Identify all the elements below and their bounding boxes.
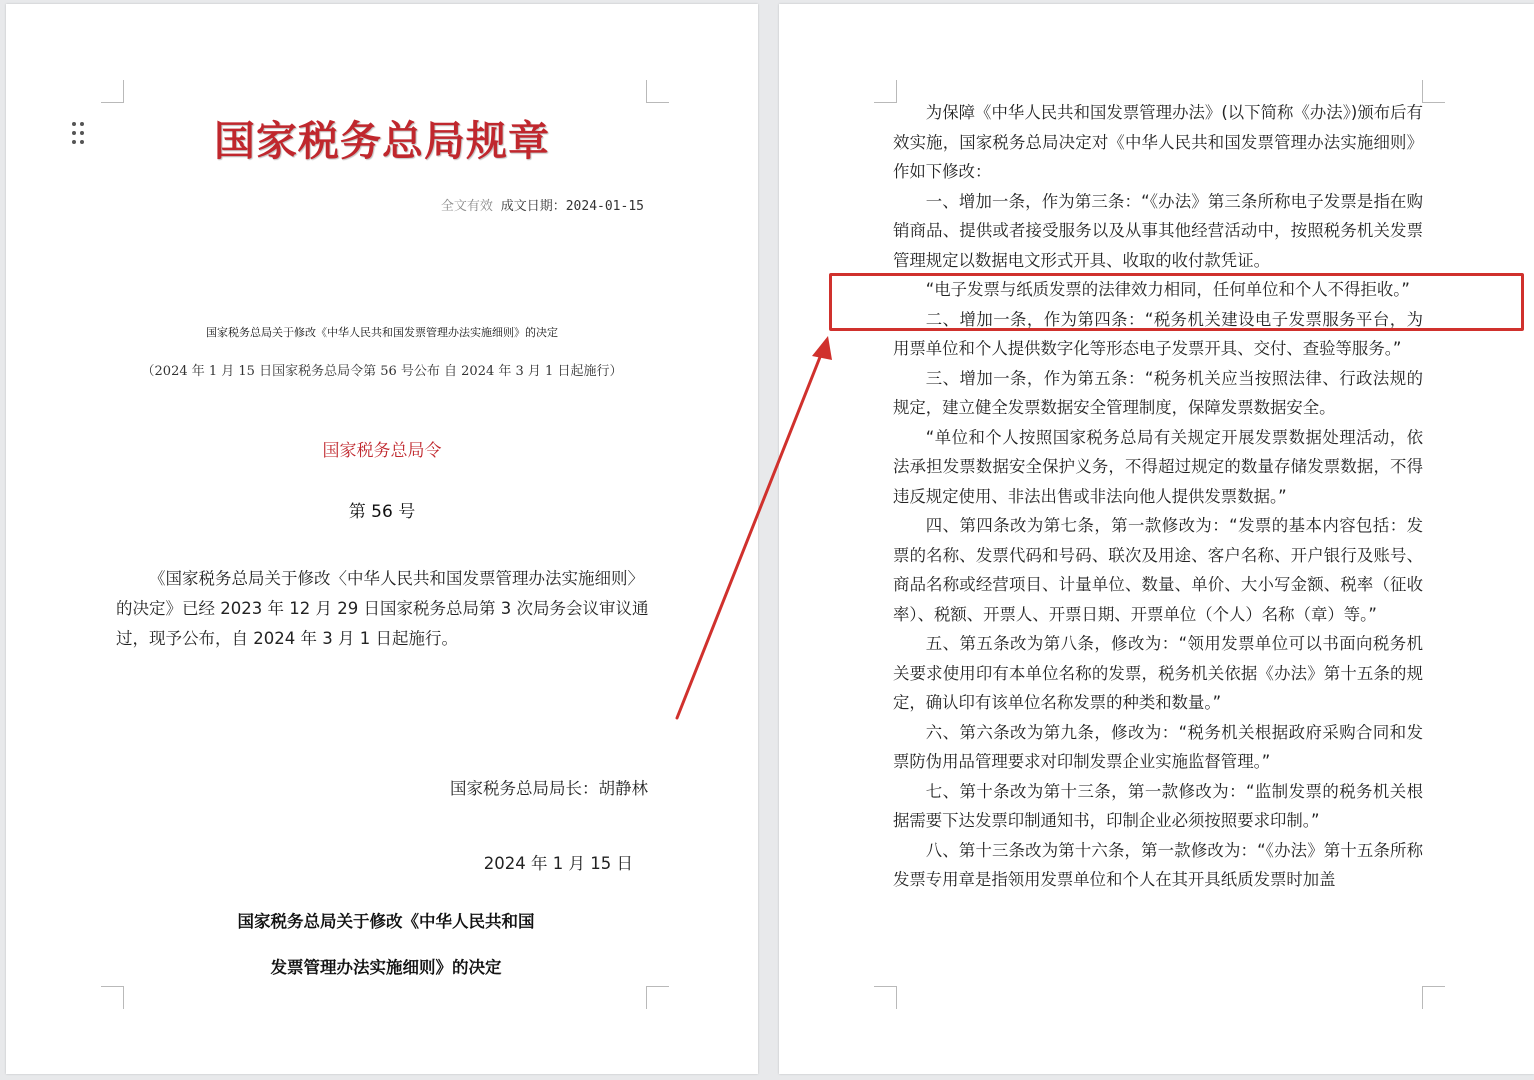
body-paragraph: 六、第六条改为第九条，修改为：“税务机关根据政府采购合同和发票防伪用品管理要求对印制发票企业实施监督管理。” xyxy=(893,722,1423,771)
body-paragraph: 四、第四条改为第七条，第一款修改为：“发票的基本内容包括：发票的名称、发票代码和号码、联次及用途、客户名称、开户银行及账号、商品名称或经营项目、计量单位、数量、单价、大小写金额、税率（征收率）、税额、开票人、开票日期、开票单位（个人）名称（章）等。” xyxy=(893,516,1423,624)
decision-title-line-1: 国家税务总局关于修改《中华人民共和国 xyxy=(237,912,535,931)
signature-date: 2024 年 1 月 15 日 xyxy=(483,854,633,873)
body-paragraph: 七、第十条改为第十三条，第一款修改为：“监制发票的税务机关根据需要下达发票印制通知书，印制企业必须按照要求印制。” xyxy=(893,781,1423,830)
decision-title-line-2: 发票管理办法实施细则》的决定 xyxy=(270,958,502,977)
arrow-head-icon xyxy=(812,336,832,360)
body-paragraph: “单位和个人按照国家税务总局有关规定开展发票数据处理活动，依法承担发票数据安全保护义务，不得超过规定的数量存储发票数据，不得违反规定使用、非法出售或非法向他人提供发票数据。” xyxy=(893,427,1423,506)
decision-heading-small: 国家税务总局关于修改《中华人民共和国发票管理办法实施细则》的决定 xyxy=(206,326,558,339)
body-paragraph: 八、第十三条改为第十六条，第一款修改为：“《办法》第十五条所称发票专用章是指领用发票单位和个人在其开具纸质发票时加盖 xyxy=(893,840,1423,889)
highlighted-paragraph: “电子发票与纸质发票的法律效力相同，任何单位和个人不得拒收。” xyxy=(925,280,1410,299)
date-label: 成文日期： xyxy=(500,199,566,214)
regulation-title: 国家税务总局规章 xyxy=(214,117,550,165)
arrow-shaft xyxy=(677,352,822,718)
body-paragraph: 一、增加一条，作为第三条：“《办法》第三条所称电子发票是指在购销商品、提供或者接受服务以及从事其他经营活动中，按照税务机关发票管理规定以数据电文形式开具、收取的收付款凭证。 xyxy=(893,191,1423,270)
signatory-line: 国家税务总局局长：胡静林 xyxy=(450,779,648,798)
validity-status: 全文有效 xyxy=(440,199,493,214)
announcement-paragraph: 《国家税务总局关于修改〈中华人民共和国发票管理办法实施细则〉的决定》已经 2023 年 12 月 29 日国家税务总局第 3 次局务会议审议通过，现予公布，自 2024 年 3 月 1 日起施行。 xyxy=(116,569,649,648)
body-paragraph: 三、增加一条，作为第五条：“税务机关应当按照法律、行政法规的规定，建立健全发票数据安全管理制度，保障发票数据安全。 xyxy=(893,368,1423,417)
body-paragraph: 二、增加一条，作为第四条：“税务机关建设电子发票服务平台，为用票单位和个人提供数字化等形态电子发票开具、交付、查验等服务。” xyxy=(893,309,1423,358)
order-title: 国家税务总局令 xyxy=(322,441,442,461)
promulgation-line: （2024 年 1 月 15 日国家税务总局令第 56 号公布 自 2024 年 3 月 1 日起施行） xyxy=(141,364,623,379)
issue-date: 2024-01-15 xyxy=(565,199,644,214)
body-paragraph: 为保障《中华人民共和国发票管理办法》(以下简称《办法》)颁布后有效实施，国家税务总局决定对《中华人民共和国发票管理办法实施细则》作如下修改： xyxy=(893,103,1423,181)
body-paragraph: 五、第五条改为第八条，修改为：“领用发票单位可以书面向税务机关要求使用印有本单位名称的发票，税务机关依据《办法》第十五条的规定，确认印有该单位名称发票的种类和数量。” xyxy=(893,634,1423,712)
order-number: 第 56 号 xyxy=(348,502,416,522)
